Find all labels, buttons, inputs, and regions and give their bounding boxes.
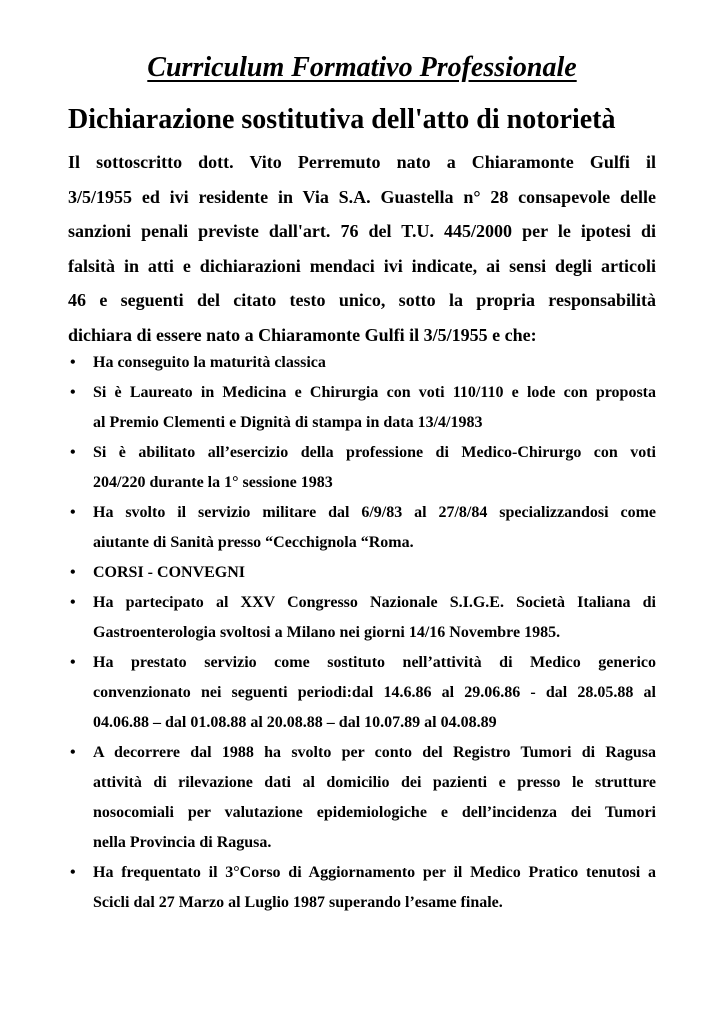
section-heading: CORSI - CONVEGNI — [93, 564, 246, 581]
intro-line: 3/5/1955 ed ivi residente in Via S.A. Guastella n° 28 consapevole delle — [68, 186, 656, 207]
list-item-line: A decorrere dal 1988 ha svolto per conto del Registro Tumori di Ragusa — [93, 744, 656, 761]
list-item-line: nella Provincia di Ragusa. — [93, 834, 272, 851]
list-item-line: Ha svolto il servizio militare dal 6/9/83 al 27/8/84 specializzandosi come — [93, 504, 656, 521]
list-item-line: Scicli dal 27 Marzo al Luglio 1987 superando l’esame finale. — [93, 894, 503, 911]
intro-line: sanzioni penali previste dall'art. 76 del T.U. 445/2000 per le ipotesi di — [68, 221, 656, 241]
bullet-icon: • — [70, 564, 76, 581]
list-item-line: Si è abilitato all’esercizio della professione di Medico-Chirurgo con voti — [93, 444, 656, 461]
list-item-line: Ha partecipato al XXV Congresso Nazionale S.I.G.E. Società Italiana di — [93, 594, 656, 611]
bullet-icon: • — [70, 744, 76, 761]
list-item-line: Si è Laureato in Medicina e Chirurgia con voti 110/110 e lode con proposta — [93, 384, 656, 401]
bullet-icon: • — [70, 384, 76, 401]
list-item-line: 204/220 durante la 1° sessione 1983 — [93, 474, 333, 491]
intro-line: Il sottoscritto dott. Vito Perremuto nato a Chiaramonte Gulfi il — [68, 152, 656, 172]
list-item — [68, 588, 656, 648]
list-item-line: aiutante di Sanità presso “Cecchignola “Roma. — [93, 534, 414, 551]
list-item-line: Ha frequentato il 3°Corso di Aggiornamento per il Medico Pratico tenutosi a — [93, 864, 656, 881]
list-item-line: nosocomiali per valutazione epidemiologiche e dell’incidenza dei Tumori — [93, 804, 656, 821]
bullet-icon: • — [70, 654, 76, 671]
list-item — [68, 558, 656, 588]
list-item-line: 04.06.88 – dal 01.08.88 al 20.08.88 – dal 10.07.89 al 04.08.89 — [93, 714, 497, 731]
bullet-icon: • — [70, 354, 76, 371]
list-item-line: convenzionato nei seguenti periodi:dal 14.6.86 al 29.06.86 - dal 28.05.88 al — [93, 684, 656, 701]
list-item — [68, 858, 656, 918]
intro-line: dichiara di essere nato a Chiaramonte Gulfi il 3/5/1955 e che: — [68, 324, 537, 345]
bullet-icon: • — [70, 864, 76, 881]
list-item-line: al Premio Clementi e Dignità di stampa in data 13/4/1983 — [93, 414, 483, 431]
list-item — [68, 438, 656, 498]
list-item — [68, 378, 656, 438]
list-item-line: Gastroenterologia svoltosi a Milano nei giorni 14/16 Novembre 1985. — [93, 624, 561, 641]
list-item-line: Ha conseguito la maturità classica — [93, 354, 326, 371]
list-item-line: attività di rilevazione dati al domicilio dei pazienti e presso le strutture — [93, 774, 656, 791]
list-item — [68, 648, 656, 738]
bullet-list — [68, 348, 656, 918]
document-subtitle: Dichiarazione sostitutiva dell'atto di notorietà — [68, 104, 616, 135]
intro-line: 46 e seguenti del citato testo unico, sotto la propria responsabilità — [68, 290, 656, 310]
bullet-icon: • — [70, 594, 76, 611]
list-item — [68, 348, 656, 378]
bullet-icon: • — [70, 444, 76, 461]
list-item-line: Ha prestato servizio come sostituto nell’attività di Medico generico — [93, 654, 656, 671]
bullet-icon: • — [70, 504, 76, 521]
intro-paragraph — [68, 145, 656, 352]
document-title: Curriculum Formativo Professionale — [147, 52, 577, 83]
intro-line: falsità in atti e dichiarazioni mendaci ivi indicate, ai sensi degli articoli — [68, 255, 656, 276]
list-item — [68, 738, 656, 858]
list-item — [68, 498, 656, 558]
